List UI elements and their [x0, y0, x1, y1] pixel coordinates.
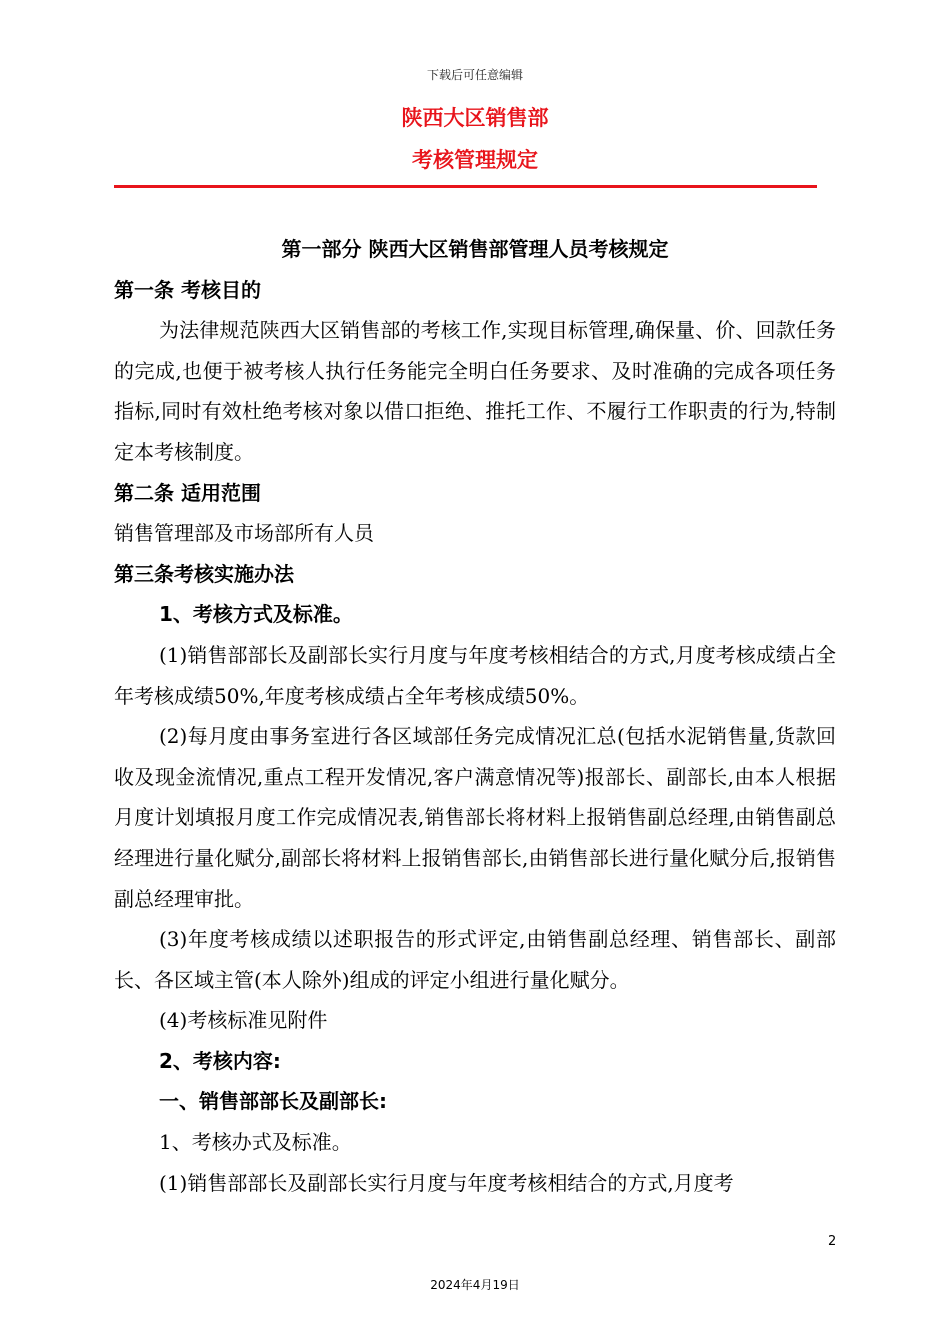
paragraph-3: (3)年度考核成绩以述职报告的形式评定,由销售副总经理、销售部长、副部长、各区域主管(本人除外)组成的评定小组进行量化赋分。 — [114, 927, 836, 992]
sales-director-heading: 一、销售部部长及副部长: — [159, 1089, 387, 1114]
document-body — [114, 229, 836, 1203]
page-number: 2 — [828, 1234, 837, 1249]
paragraph-4: (4)考核标准见附件 — [159, 1008, 328, 1033]
paragraph-2: (2)每月度由事务室进行各区域部任务完成情况汇总(包括水泥销售量,货款回收及现金流情况,重点工程开发情况,客户满意情况等)报部长、副部长,由本人根据月度计划填报月度工作完成情况表,销售部长将材料上报销售副总经理,由销售副总经理进行量化赋分,副部长将材料上报销售部长,由销售部长进行量化赋分后,报销售副总经理审批。 — [114, 724, 836, 911]
footer-date: 2024年4月19日 — [430, 1278, 520, 1292]
paragraph-6: (1)销售部部长及副部长实行月度与年度考核相结合的方式,月度考 — [159, 1170, 734, 1195]
assessment-content-heading: 2、考核内容: — [159, 1048, 281, 1073]
header-note: 下载后可任意编辑 — [426, 68, 523, 82]
title-divider — [114, 185, 817, 188]
document-subtitle: 考核管理规定 — [412, 148, 538, 172]
article-1-heading: 第一条 考核目的 — [114, 277, 261, 302]
article-1-body: 为法律规范陕西大区销售部的考核工作,实现目标管理,确保量、价、回款任务的完成,也便于被考核人执行任务能完全明白任务要求、及时准确的完成各项任务指标,同时有效杜绝考核对象以借口拒绝、推托工作、不履行工作职责的行为,特制定本考核制度。 — [114, 318, 836, 464]
section-heading: 第一部分 陕西大区销售部管理人员考核规定 — [281, 237, 669, 261]
paragraph-1: (1)销售部部长及副部长实行月度与年度考核相结合的方式,月度考核成绩占全年考核成绩50%,年度考核成绩占全年考核成绩50%。 — [114, 642, 836, 708]
document-title: 陕西大区销售部 — [401, 106, 549, 130]
article-3-heading: 第三条考核实施办法 — [114, 561, 294, 586]
article-2-heading: 第二条 适用范围 — [114, 480, 261, 505]
assessment-method-heading: 1、考核方式及标准。 — [159, 602, 353, 627]
paragraph-5: 1、考核办式及标准。 — [159, 1130, 352, 1155]
article-2-body: 销售管理部及市场部所有人员 — [114, 521, 374, 546]
